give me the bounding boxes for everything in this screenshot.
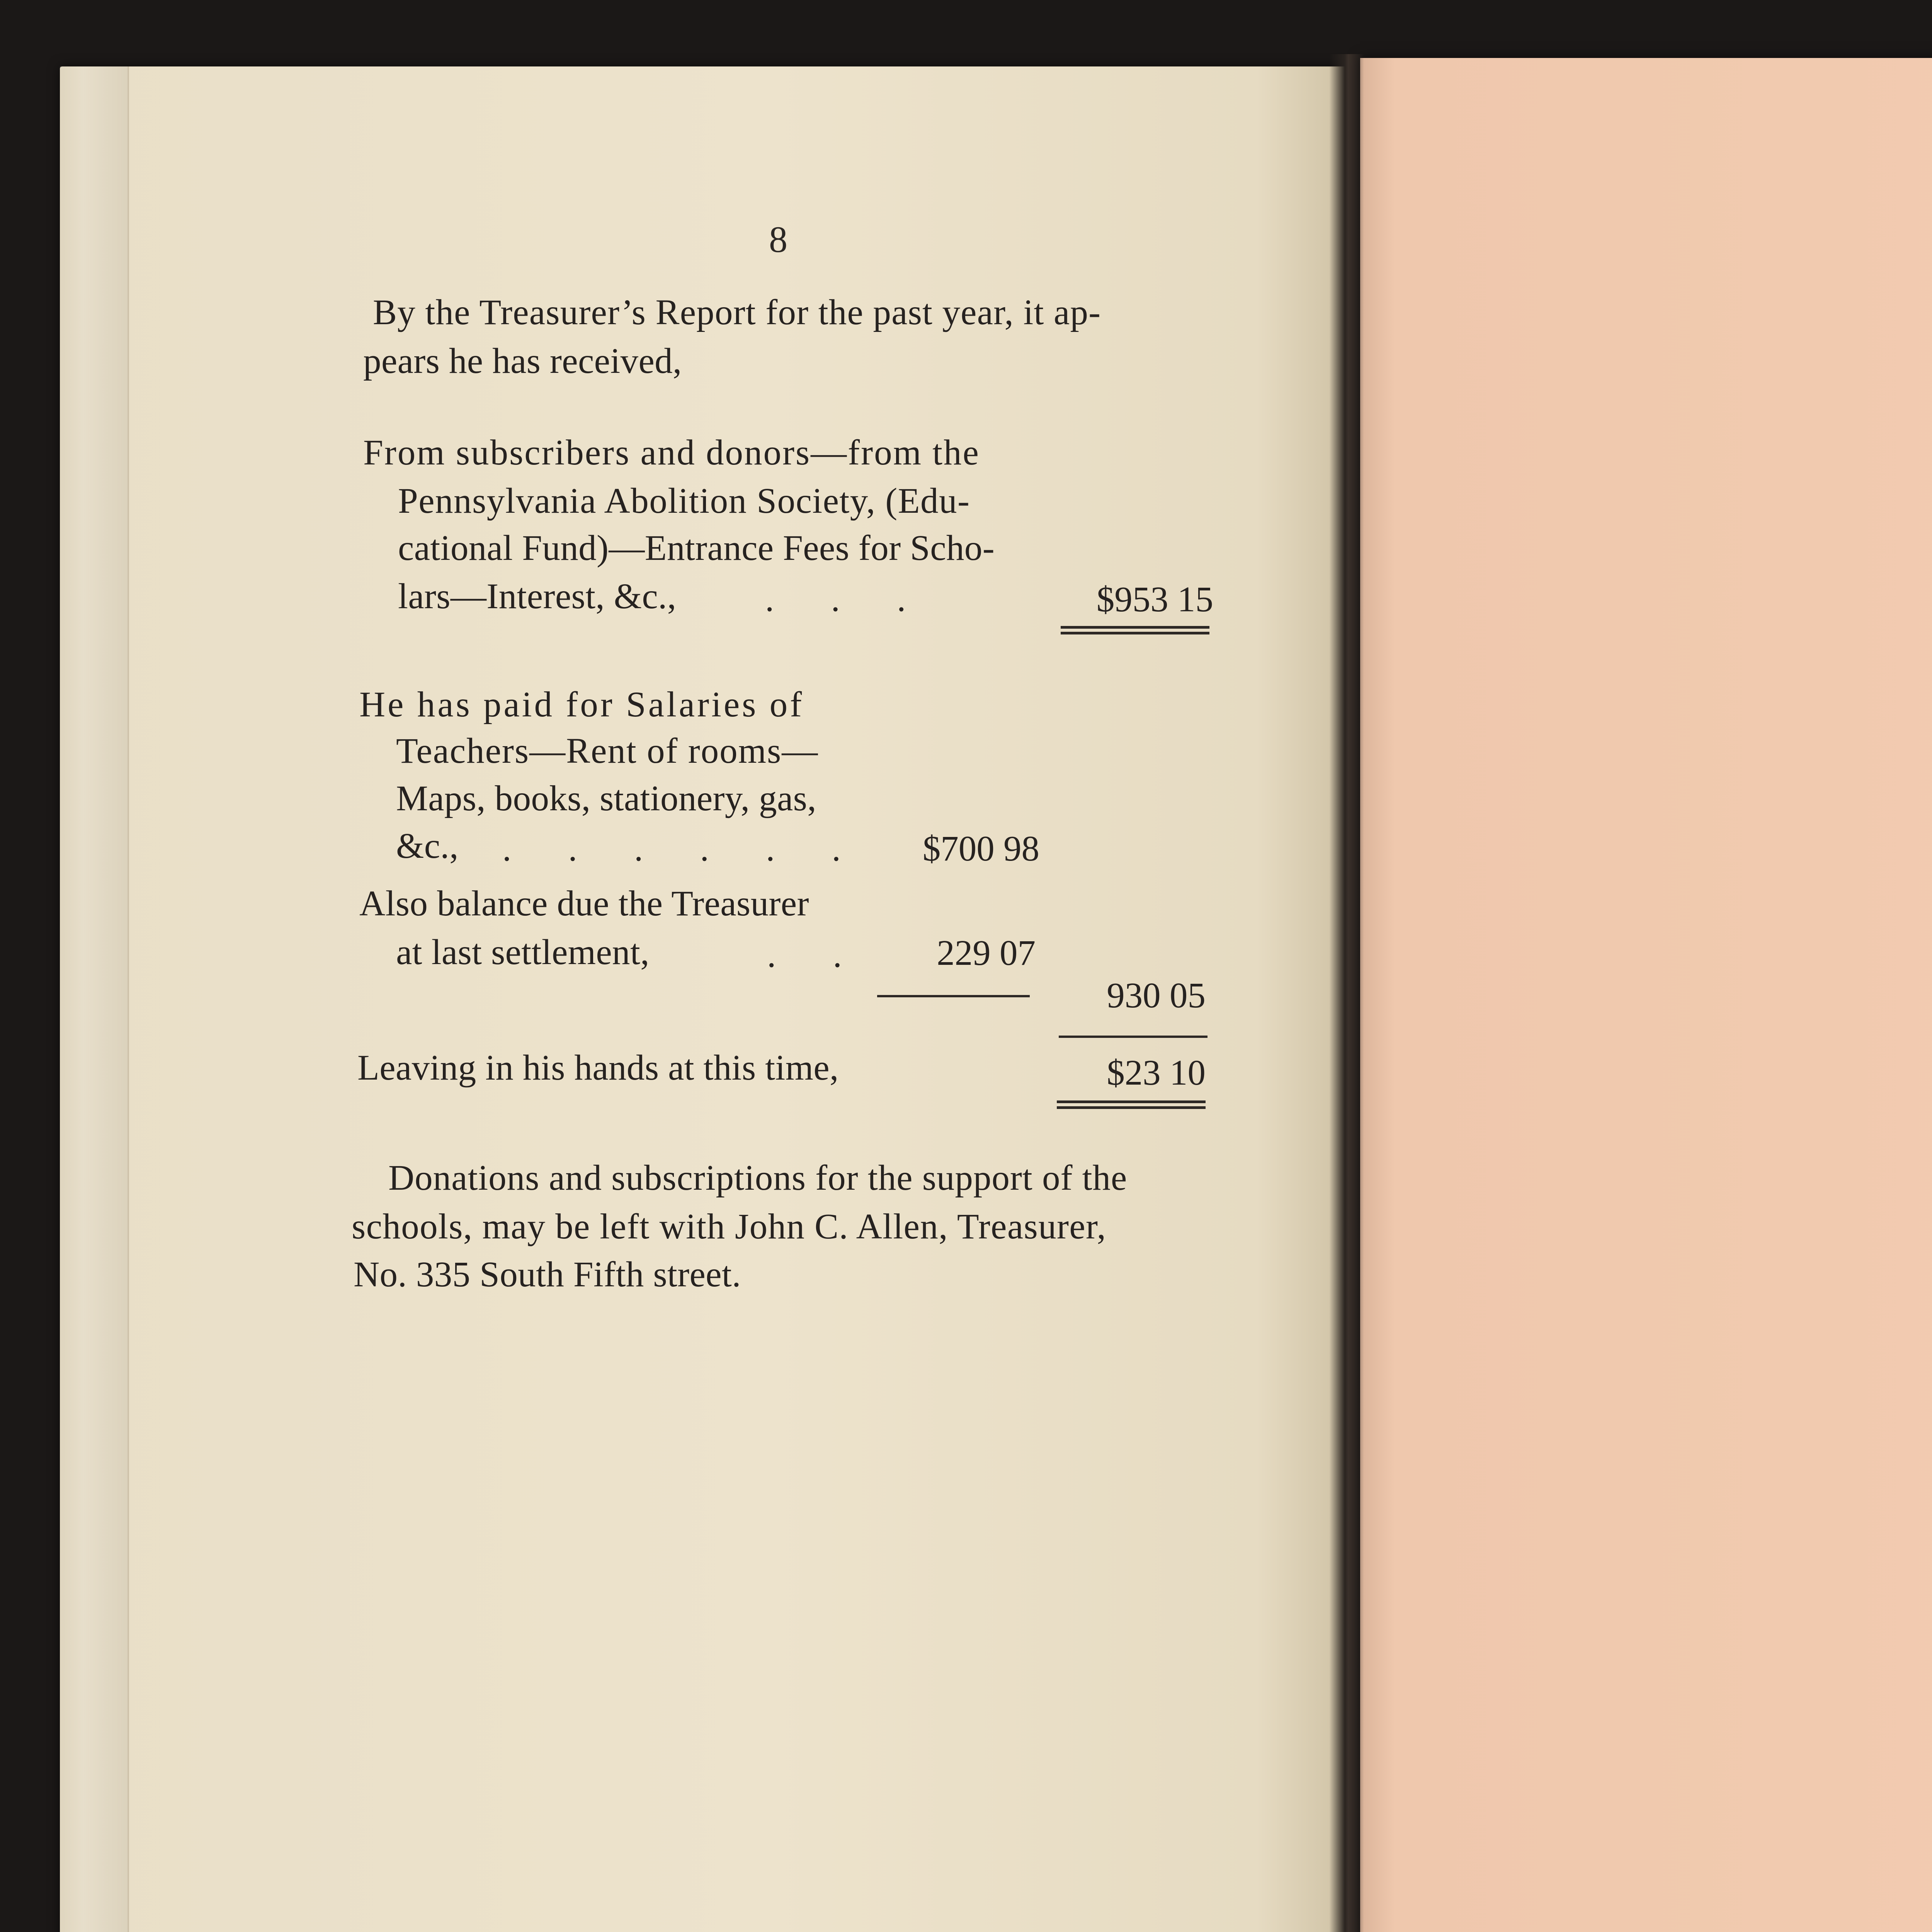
balance-line-1: Also balance due the Treasurer xyxy=(359,884,809,923)
leaving-double-rule xyxy=(1057,1100,1206,1109)
paid-amount: $700 98 xyxy=(922,829,1039,869)
book-gutter xyxy=(1329,54,1364,1932)
received-dot-leader: . . . xyxy=(765,579,930,619)
leaving-label: Leaving in his hands at this time, xyxy=(357,1048,839,1088)
left-page-edge xyxy=(60,66,129,1932)
received-line-1: From subscribers and donors—from the xyxy=(363,433,980,473)
paid-line-2: Teachers—Rent of rooms— xyxy=(396,731,819,771)
paid-dot-leader: . . . . . . xyxy=(502,829,865,869)
balance-amount: 229 07 xyxy=(937,933,1036,973)
page-number: 8 xyxy=(769,219,788,260)
intro-line-1: By the Treasurer’s Report for the past year, it ap- xyxy=(373,293,1101,332)
paid-line-4: &c., xyxy=(396,826,459,866)
balance-line-2: at last settlement, xyxy=(396,932,650,972)
intro-line-2: pears he has received, xyxy=(363,341,682,381)
subtotal-rule xyxy=(877,995,1030,997)
received-line-3: cational Fund)—Entrance Fees for Scho- xyxy=(398,528,995,568)
received-amount: $953 15 xyxy=(1096,580,1213,619)
closing-line-2: schools, may be left with John C. Allen, Treasurer, xyxy=(352,1207,1107,1247)
received-line-4: lars—Interest, &c., xyxy=(398,577,677,616)
received-line-2: Pennsylvania Abolition Society, (Edu- xyxy=(398,481,970,521)
balance-dot-leader: . . xyxy=(767,935,866,975)
paid-line-1: He has paid for Salaries of xyxy=(359,685,804,724)
received-total-double-rule xyxy=(1061,626,1209,634)
leaving-amount: $23 10 xyxy=(1107,1053,1206,1093)
right-page-blank xyxy=(1360,58,1932,1932)
closing-line-3: No. 335 South Fifth street. xyxy=(354,1255,741,1294)
paid-line-3: Maps, books, stationery, gas, xyxy=(396,779,816,818)
closing-line-1: Donations and subscriptions for the support of the xyxy=(388,1158,1128,1198)
expense-subtotal: 930 05 xyxy=(1107,976,1206,1015)
balance-rule xyxy=(1059,1036,1208,1038)
